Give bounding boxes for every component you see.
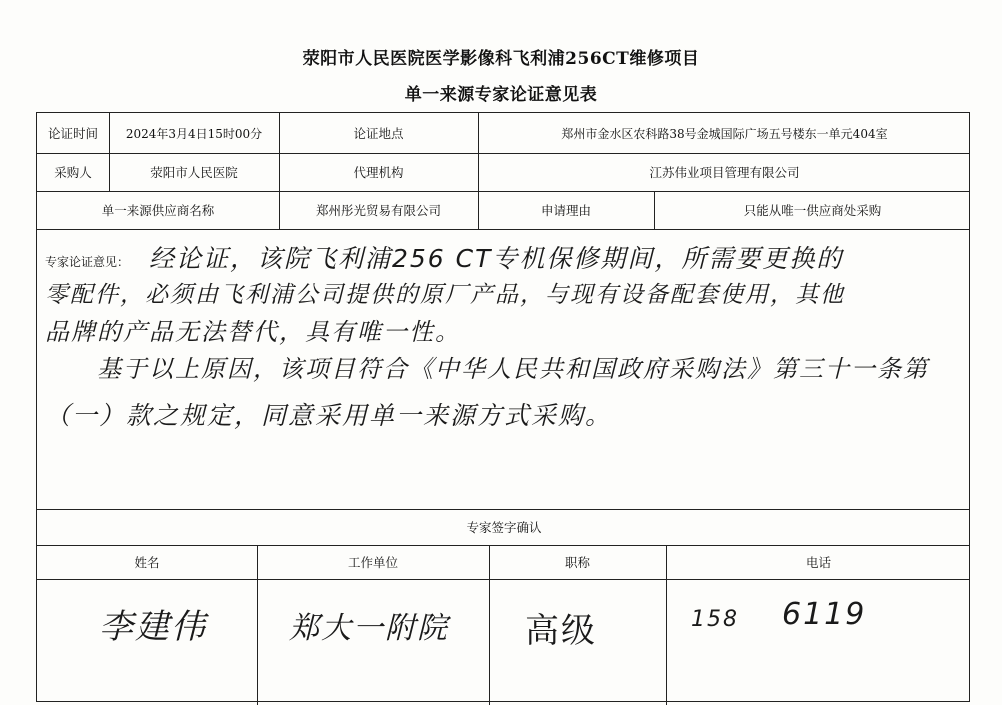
- time-value: 2024年3月4日15时00分: [125, 126, 263, 141]
- signature-unit: 郑大一附院: [289, 611, 449, 646]
- reason-value: 只能从唯一供应商处采购: [743, 203, 882, 218]
- agency-label: 代理机构: [353, 165, 404, 180]
- document-title: 荥阳市人民医院医学影像科飞利浦256CT维修项目: [302, 49, 700, 69]
- signature-name: 李建伟: [99, 607, 207, 647]
- opinion-line-4: 基于以上原因，该项目符合《中华人民共和国政府采购法》第三十一条第: [97, 355, 929, 383]
- signature-phone-suffix: 6119: [782, 597, 867, 632]
- header-phone: 电话: [805, 555, 831, 570]
- opinion-line-2: 零配件，必须由飞利浦公司提供的原厂产品，与现有设备配套使用，其他: [45, 282, 845, 308]
- opinion-line-3: 品牌的产品无法替代，具有唯一性。: [45, 318, 461, 346]
- opinion-table: [36, 112, 970, 702]
- time-label: 论证时间: [47, 126, 98, 141]
- opinion-line-5: （一）款之规定，同意采用单一来源方式采购。: [45, 401, 613, 430]
- header-name: 姓名: [134, 555, 160, 570]
- supplier-label: 单一来源供应商名称: [101, 203, 215, 218]
- buyer-value: 荥阳市人民医院: [150, 165, 238, 180]
- reason-label: 申请理由: [540, 203, 591, 218]
- document-subtitle: 单一来源专家论证意见表: [404, 85, 598, 105]
- opinion-label: 专家论证意见：: [45, 254, 130, 269]
- opinion-line-1: 经论证，该院飞利浦256 CT专机保修期间，所需要更换的: [149, 244, 844, 273]
- signature-section-title: 专家签字确认: [466, 520, 542, 535]
- signature-phone-prefix: 158: [691, 607, 739, 632]
- supplier-value: 郑州彤光贸易有限公司: [315, 203, 441, 218]
- place-value: 郑州市金水区农科路38号金城国际广场五号楼东一单元404室: [561, 126, 888, 141]
- signature-position: 高级: [525, 611, 597, 651]
- header-unit: 工作单位: [347, 555, 398, 570]
- agency-value: 江苏伟业项目管理有限公司: [649, 165, 800, 180]
- header-position: 职称: [564, 555, 590, 570]
- buyer-label: 采购人: [54, 165, 92, 180]
- place-label: 论证地点: [353, 126, 404, 141]
